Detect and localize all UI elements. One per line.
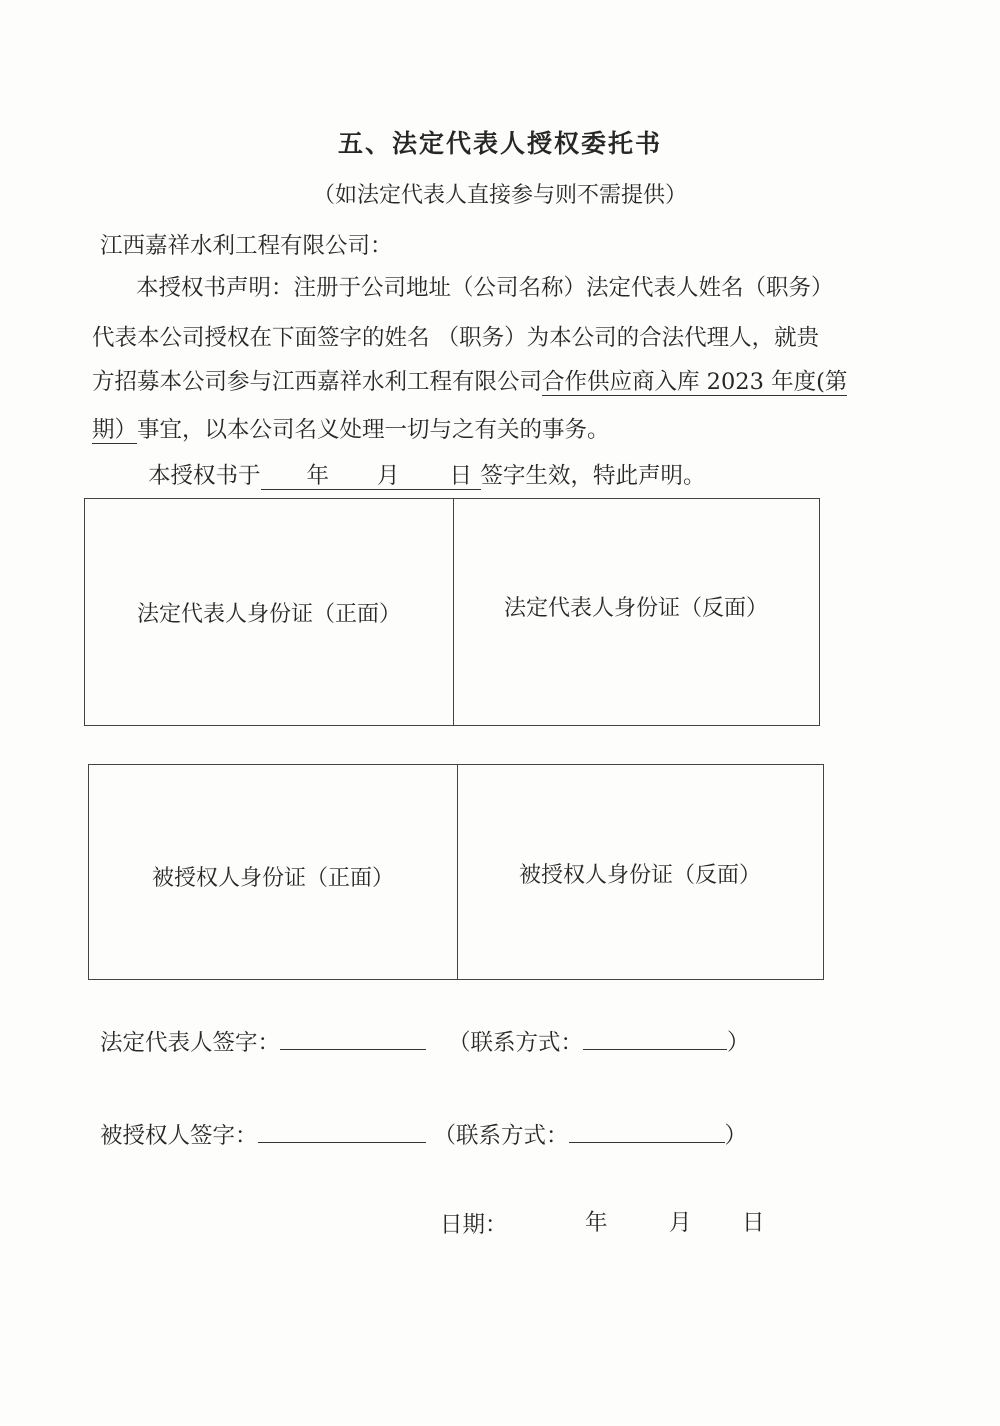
date-month: 月	[669, 1210, 692, 1236]
agent-id-back-cell	[457, 765, 823, 979]
agent-id-front-label: 被授权人身份证（正面）	[151, 865, 394, 891]
period-underlined: 期）	[92, 417, 138, 443]
effective-month: 月	[377, 463, 400, 489]
addressee: 江西嘉祥水利工程有限公司：	[100, 233, 393, 259]
agent-signature-row	[100, 1118, 747, 1150]
legal-rep-id-box	[84, 498, 820, 726]
legal-rep-id-front-label: 法定代表人身份证（正面）	[136, 601, 401, 627]
agent-id-back-label: 被授权人身份证（反面）	[518, 862, 761, 888]
agent-signature-field[interactable]	[258, 1122, 426, 1143]
statement-line-4-suffix: 事宜，以本公司名义处理一切与之有关的事务。	[137, 417, 610, 443]
effective-date-line	[148, 458, 706, 490]
legal-rep-contact-field[interactable]	[583, 1029, 727, 1050]
document-title: 五、法定代表人授权委托书	[337, 129, 662, 158]
agent-contact-close: ）	[724, 1123, 748, 1149]
effective-year: 年	[306, 463, 330, 489]
effective-suffix: 签字生效，特此声明。	[480, 463, 706, 489]
legal-rep-id-back-cell	[453, 499, 819, 725]
agent-id-box	[88, 764, 824, 980]
legal-rep-signature-row	[100, 1025, 750, 1057]
legal-rep-contact-close: ）	[727, 1030, 750, 1056]
project-name-underlined: 合作供应商入库 2023 年度(第	[542, 369, 848, 395]
agent-contact-field[interactable]	[569, 1122, 725, 1143]
legal-rep-signature-field[interactable]	[280, 1029, 426, 1050]
effective-date-blank[interactable]	[261, 464, 481, 490]
legal-rep-id-back-label: 法定代表人身份证（反面）	[503, 595, 768, 621]
statement-line-3	[92, 364, 847, 396]
agent-id-front-cell	[89, 765, 457, 979]
date-day: 日	[742, 1210, 765, 1236]
legal-rep-contact-open: （联系方式：	[448, 1030, 584, 1056]
date-year: 年	[585, 1210, 608, 1236]
effective-day: 日	[449, 463, 473, 489]
statement-line-1: 本授权书声明：注册于公司地址（公司名称）法定代表人姓名（职务）	[136, 275, 834, 301]
legal-rep-signature-label: 法定代表人签字：	[100, 1030, 281, 1056]
effective-prefix: 本授权书于	[148, 463, 261, 489]
statement-line-3-prefix: 方招募本公司参与江西嘉祥水利工程有限公司	[92, 369, 543, 395]
legal-rep-id-front-cell	[85, 499, 453, 725]
statement-line-4	[92, 412, 610, 444]
document-subtitle: （如法定代表人直接参与则不需提供）	[312, 183, 687, 208]
agent-contact-open: （联系方式：	[433, 1123, 569, 1149]
statement-line-2: 代表本公司授权在下面签字的姓名 （职务）为本公司的合法代理人，就贵	[92, 325, 820, 351]
agent-signature-label: 被授权人签字：	[100, 1123, 258, 1149]
date-label: 日期：	[440, 1212, 508, 1238]
